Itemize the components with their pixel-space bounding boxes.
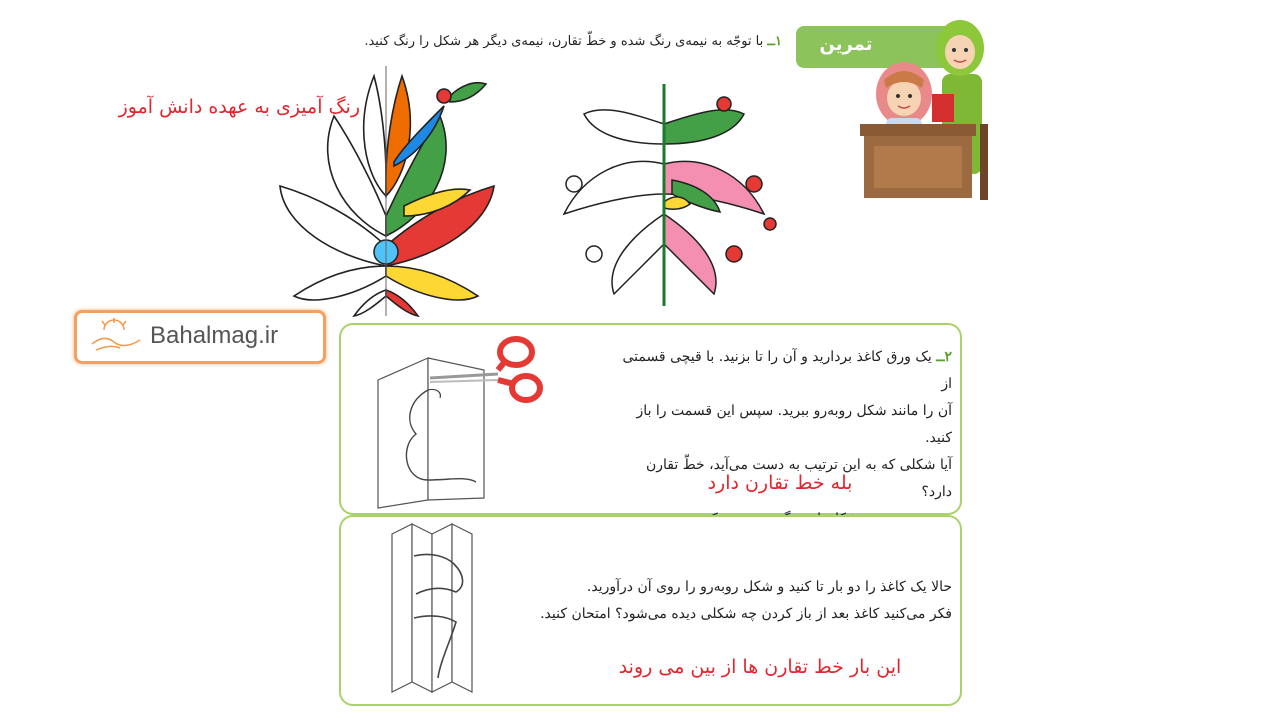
- half-colored-arabesque-pattern: [544, 84, 784, 306]
- coloring-note: رنگ آمیزی به عهده دانش آموز: [118, 96, 360, 118]
- accordion-folded-paper-illustration: [384, 522, 484, 698]
- exercise1-number: ۱ــ: [767, 34, 782, 49]
- exercise2-line: [620, 344, 952, 398]
- exercise3-line-1: حالا یک کاغذ را دو بار تا کنید و شکل روبه‌رو را روی آن درآورید.: [586, 579, 952, 595]
- watermark-text: Bahalmag.ir: [150, 322, 279, 349]
- exercise2-number: ۲ــ: [936, 349, 952, 365]
- students-at-desk-illustration: [856, 14, 1006, 206]
- exercise2-line-3: آیا شکلی که به این ترتیب به دست می‌آید، خطّ تقارن دارد؟: [646, 457, 952, 500]
- exercise2-line-2: آن را مانند شکل روبه‌رو ببرید. سپس این قسمت را باز کنید.: [636, 403, 952, 446]
- half-colored-flower-pattern: [274, 66, 504, 316]
- exercise1-instruction: [290, 34, 782, 49]
- tab-label: تمرین: [819, 34, 873, 55]
- exercise3-text: [500, 574, 952, 628]
- exercise2-line-1: یک ورق کاغذ بردارید و آن را تا بزنید. با قیچی قسمتی از: [622, 349, 952, 392]
- answer-exercise3: این بار خط تقارن ها از بین می روند: [618, 656, 902, 678]
- answer-exercise2: بله خط تقارن دارد: [707, 472, 853, 494]
- sun-logo-icon: [86, 318, 146, 356]
- exercise1-text: با توجّه به نیمه‌ی رنگ شده و خطّ تقارن، نیمه‌ی دیگر هر شکل را رنگ کنید.: [364, 34, 764, 49]
- exercise2-text: [620, 344, 952, 533]
- scissors-icon: [420, 330, 550, 410]
- exercise3-line-2: فکر می‌کنید کاغذ بعد از باز کردن چه شکلی دیده می‌شود؟ امتحان کنید.: [540, 606, 952, 622]
